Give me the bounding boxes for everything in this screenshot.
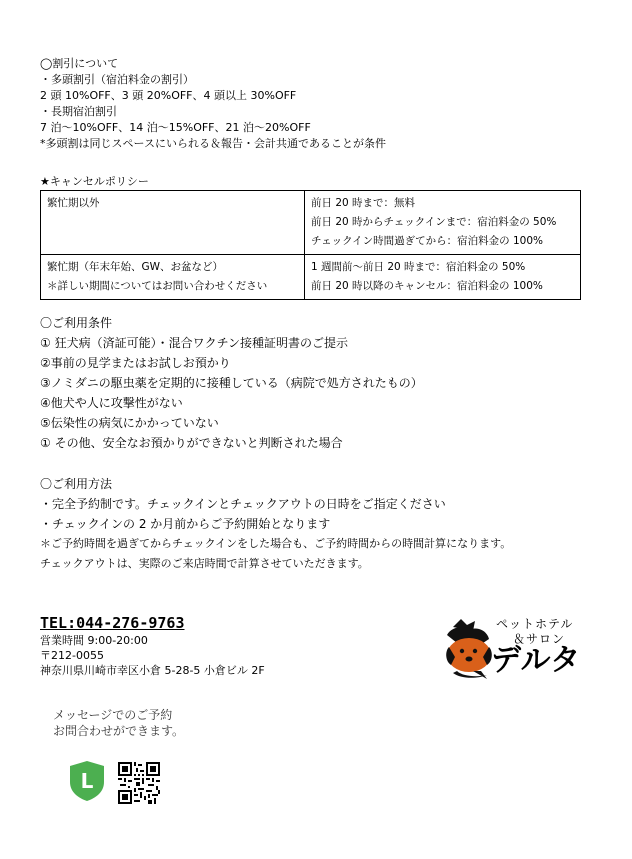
period-label: 繁忙期以外 — [47, 197, 100, 209]
rule-line: 1 週間前～前日 20 時まで：宿泊料金の 50% — [311, 261, 526, 273]
discount-note: *多頭割は同じスペースにいられる＆報告・会計共通であることが条件 — [40, 137, 386, 150]
cancel-policy-title: ★キャンセルポリシー — [40, 175, 149, 188]
period-cell — [41, 191, 305, 255]
period-label: 繁忙期（年末年始、GW、お盆など） — [47, 261, 224, 273]
usage-line: ・チェックインの 2 か月前からご予約開始となります — [40, 517, 331, 531]
period-note: ＊詳しい期間についてはお問い合わせください — [47, 280, 268, 292]
dog-mascot-icon — [443, 617, 495, 681]
contact-block — [40, 613, 265, 678]
discount-heading: ◯割引について — [40, 57, 119, 70]
logo-subtitle: ＆サロン — [513, 632, 566, 646]
terms-heading: 〇ご利用条件 — [40, 316, 113, 330]
rules-cell — [305, 255, 581, 300]
message-line: お問合わせができます。 — [53, 724, 185, 738]
usage-note: ＊ご予約時間を過ぎてからチェックインをした場合も、ご予約時間からの時間計算になります。 — [40, 537, 512, 550]
message-note — [53, 707, 184, 739]
postal-code: 〒212-0055 — [40, 649, 104, 662]
multi-dog-discount-values: 2 頭 10%OFF、3 頭 20%OFF、4 頭以上 30%OFF — [40, 89, 297, 102]
usage-heading: 〇ご利用方法 — [40, 477, 113, 491]
multi-dog-discount-title: ・多頭割引（宿泊料金の割引） — [40, 73, 194, 86]
terms-item: ⑤伝染性の病気にかかっていない — [40, 416, 219, 430]
table-row — [41, 255, 581, 300]
long-stay-discount-values: 7 泊～10%OFF、14 泊～15%OFF、21 泊～20%OFF — [40, 121, 311, 134]
logo-subtitle: ペットホテル — [496, 617, 574, 631]
terms-item: ②事前の見学またはお試しお預かり — [40, 356, 231, 370]
rule-line: 前日 20 時まで：無料 — [311, 197, 416, 209]
rule-line: チェックイン時間過ぎてから：宿泊料金の 100% — [311, 235, 544, 247]
terms-item: ① その他、安全なお預かりができないと判断された場合 — [40, 436, 343, 450]
terms-section — [40, 313, 423, 453]
line-app-icon[interactable] — [68, 760, 106, 802]
terms-item: ③ノミダニの駆虫薬を定期的に接種している（病院で処方されたもの） — [40, 376, 423, 390]
usage-note: チェックアウトは、実際のご来店時間で計算させていただきます。 — [40, 557, 369, 570]
usage-line: ・完全予約制です。チェックインとチェックアウトの日時をご指定ください — [40, 497, 446, 511]
terms-item: ① 狂犬病（済証可能）・混合ワクチン接種証明書のご提示 — [40, 336, 348, 350]
long-stay-discount-title: ・長期宿泊割引 — [40, 105, 117, 118]
cancel-policy-table — [40, 190, 581, 300]
business-hours: 営業時間 9:00-20:00 — [40, 634, 148, 647]
rule-line: 前日 20 時以降のキャンセル：宿泊料金の 100% — [311, 280, 543, 292]
terms-item: ④他犬や人に攻撃性がない — [40, 396, 183, 410]
logo-name: デルタ — [491, 643, 582, 678]
line-icon-letter: L — [80, 769, 94, 793]
usage-section — [40, 474, 511, 574]
rule-line: 前日 20 時からチェックインまで：宿泊料金の 50% — [311, 216, 557, 228]
qr-code-icon[interactable] — [118, 762, 160, 804]
shop-logo — [443, 613, 593, 683]
message-line: メッセージでのご予約 — [53, 708, 173, 722]
table-row — [41, 191, 581, 255]
address: 神奈川県川崎市幸区小倉 5-28-5 小倉ビル 2F — [40, 664, 265, 677]
period-cell — [41, 255, 305, 300]
phone-number[interactable]: TEL:044-276-9763 — [40, 614, 185, 632]
discount-section — [40, 56, 386, 152]
rules-cell — [305, 191, 581, 255]
